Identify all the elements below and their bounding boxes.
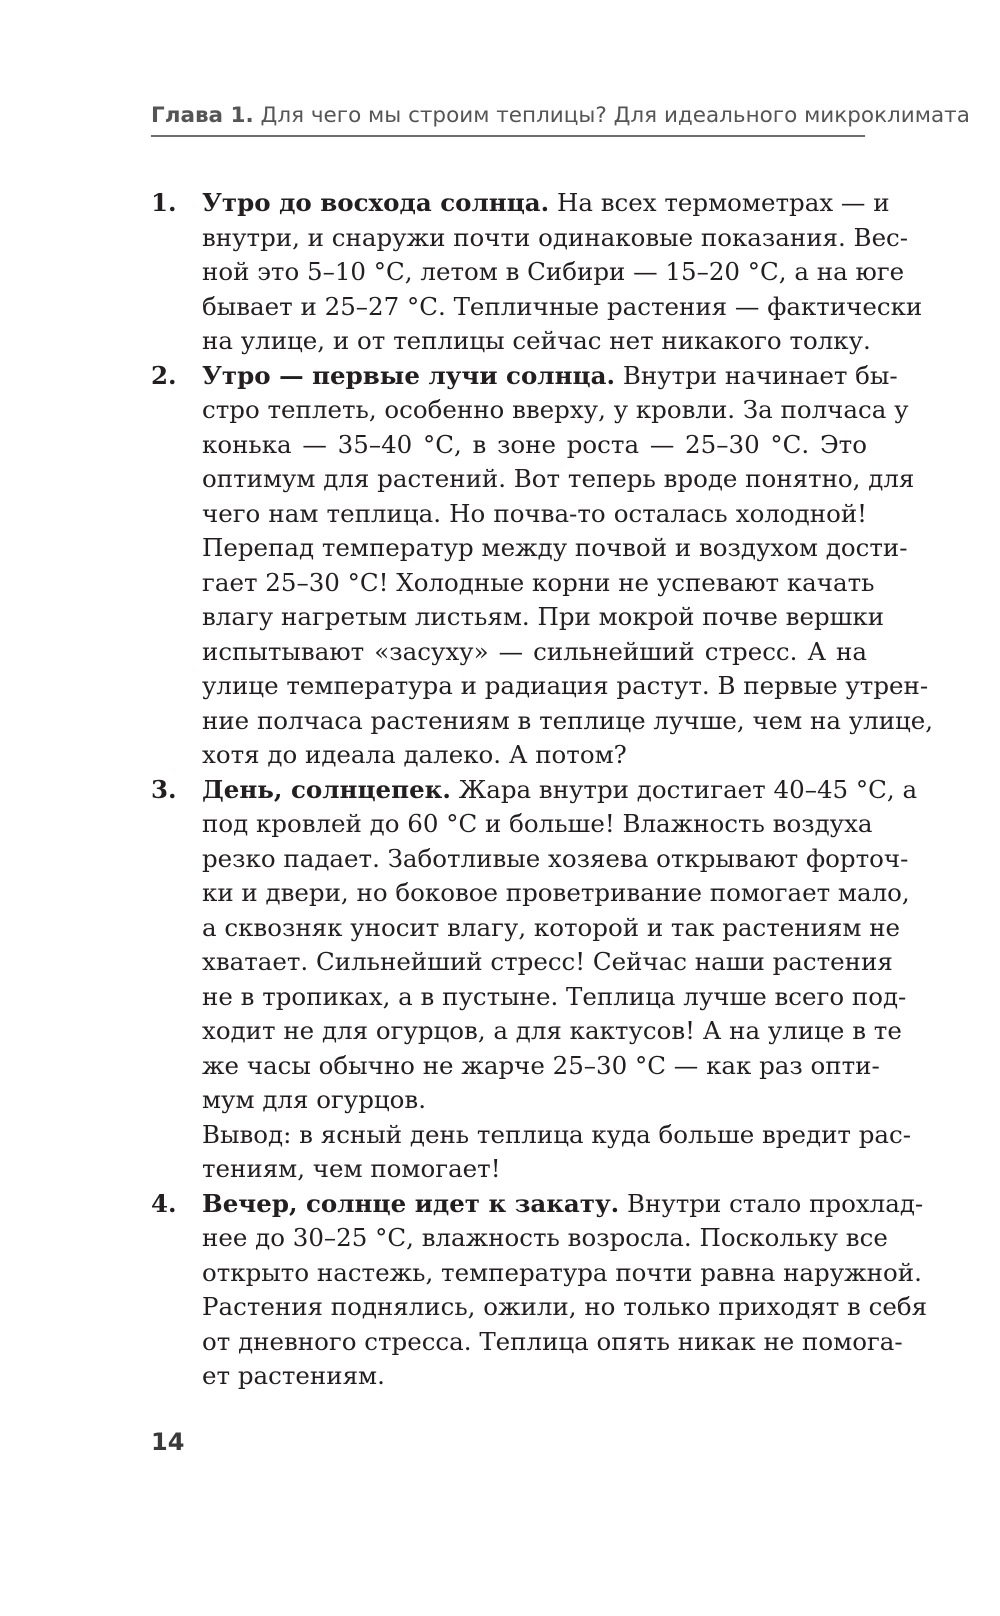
text-line: а сквозняк уносит влагу, которой и так растениям не (202, 912, 901, 942)
item-lead: Утро до восхода солнца. (202, 188, 550, 217)
text-line: внутри, и снаружи почти одинаковые показания. Вес- (202, 222, 909, 252)
item-number: 3. (151, 774, 177, 804)
item-number: 1. (151, 188, 177, 217)
text-line: ет растениям. (202, 1361, 385, 1390)
item-lead: День, солнцепек. (202, 774, 451, 804)
running-header (151, 99, 970, 137)
text-line: Растения поднялись, ожили, но только приходят в себя (202, 1292, 928, 1321)
text-line: хотя до идеала далеко. А потом? (202, 740, 627, 769)
text-line: конька — 35–40 °С, в зоне роста — 25–30 °С. Это (202, 429, 867, 459)
page-number: 14 (151, 1428, 185, 1456)
text-line: оптимум для растений. Вот теперь вроде понятно, для (202, 464, 915, 493)
list-item (151, 186, 923, 359)
conclusion-line: Вывод: в ясный день теплица куда больше вредит рас- (202, 1119, 912, 1149)
text-line: ки и двери, но боковое проветривание помогает мало, (202, 878, 910, 907)
text-line: улице температура и радиация растут. В первые утрен- (202, 671, 929, 700)
text-line: Утро до восхода солнца. На всех термометрах — и (202, 188, 890, 217)
text-line: резко падает. Заботливые хозяева открывают форточ- (202, 843, 909, 873)
text-line: ходит не для огурцов, а для кактусов! А на улице в те (202, 1016, 902, 1045)
text-line: ние полчаса растениям в теплице лучше, чем на улице, (202, 705, 934, 735)
text-line: хватает. Сильнейший стресс! Сейчас наши растения (202, 947, 893, 976)
text-line: Перепад температур между почвой и воздухом дости- (202, 533, 908, 562)
text-line: гает 25–30 °С! Холодные корни не успевают качать (202, 567, 875, 597)
chapter-label: Глава 1. (151, 103, 254, 128)
item-lead: Вечер, солнце идет к закату. (202, 1188, 620, 1218)
list-item (151, 1187, 928, 1394)
text-line: на улице, и от теплицы сейчас нет никакого толку. (202, 326, 871, 355)
list-item (151, 773, 918, 1187)
body-text (151, 186, 934, 1394)
text-line: мум для огурцов. (202, 1085, 426, 1114)
text-line: не в тропиках, а в пустыне. Теплица лучше всего под- (202, 981, 907, 1011)
text-line: бывает и 25–27 °С. Тепличные растения — фактически (202, 291, 923, 321)
text-line: Утро — первые лучи солнца. Внутри начинает бы- (202, 360, 898, 390)
text-line: же часы обычно не жарче 25–30 °С — как раз опти- (202, 1050, 880, 1080)
text-line: ной это 5–10 °С, летом в Сибири — 15–20 °С, а на юге (202, 257, 905, 286)
item-lead: Утро — первые лучи солнца. (202, 360, 616, 390)
list-item (151, 359, 934, 773)
conclusion-line: тениям, чем помогает! (202, 1154, 501, 1183)
text-line: от дневного стресса. Теплица опять никак не помога- (202, 1326, 903, 1356)
item-number: 2. (151, 360, 177, 390)
text-line: открыто настежь, температура почти равна наружной. (202, 1257, 922, 1287)
chapter-title: Для чего мы строим теплицы? Для идеального микроклимата (260, 103, 970, 128)
text-line: под кровлей до 60 °С и больше! Влажность воздуха (202, 809, 873, 838)
item-number: 4. (151, 1188, 177, 1218)
text-line: влагу нагретым листьям. При мокрой почве вершки (202, 602, 885, 631)
text-line: нее до 30–25 °С, влажность возросла. Поскольку все (202, 1223, 888, 1252)
text-line: чего нам теплица. Но почва-то осталась холодной! (202, 498, 867, 528)
text-line: Вечер, солнце идет к закату. Внутри стало прохлад- (202, 1188, 924, 1218)
text-line: стро теплеть, особенно вверху, у кровли. За полчаса у (202, 395, 909, 424)
text-line: испытывают «засуху» — сильнейший стресс. А на (202, 636, 867, 666)
text-line: День, солнцепек. Жара внутри достигает 40–45 °С, а (202, 774, 918, 804)
